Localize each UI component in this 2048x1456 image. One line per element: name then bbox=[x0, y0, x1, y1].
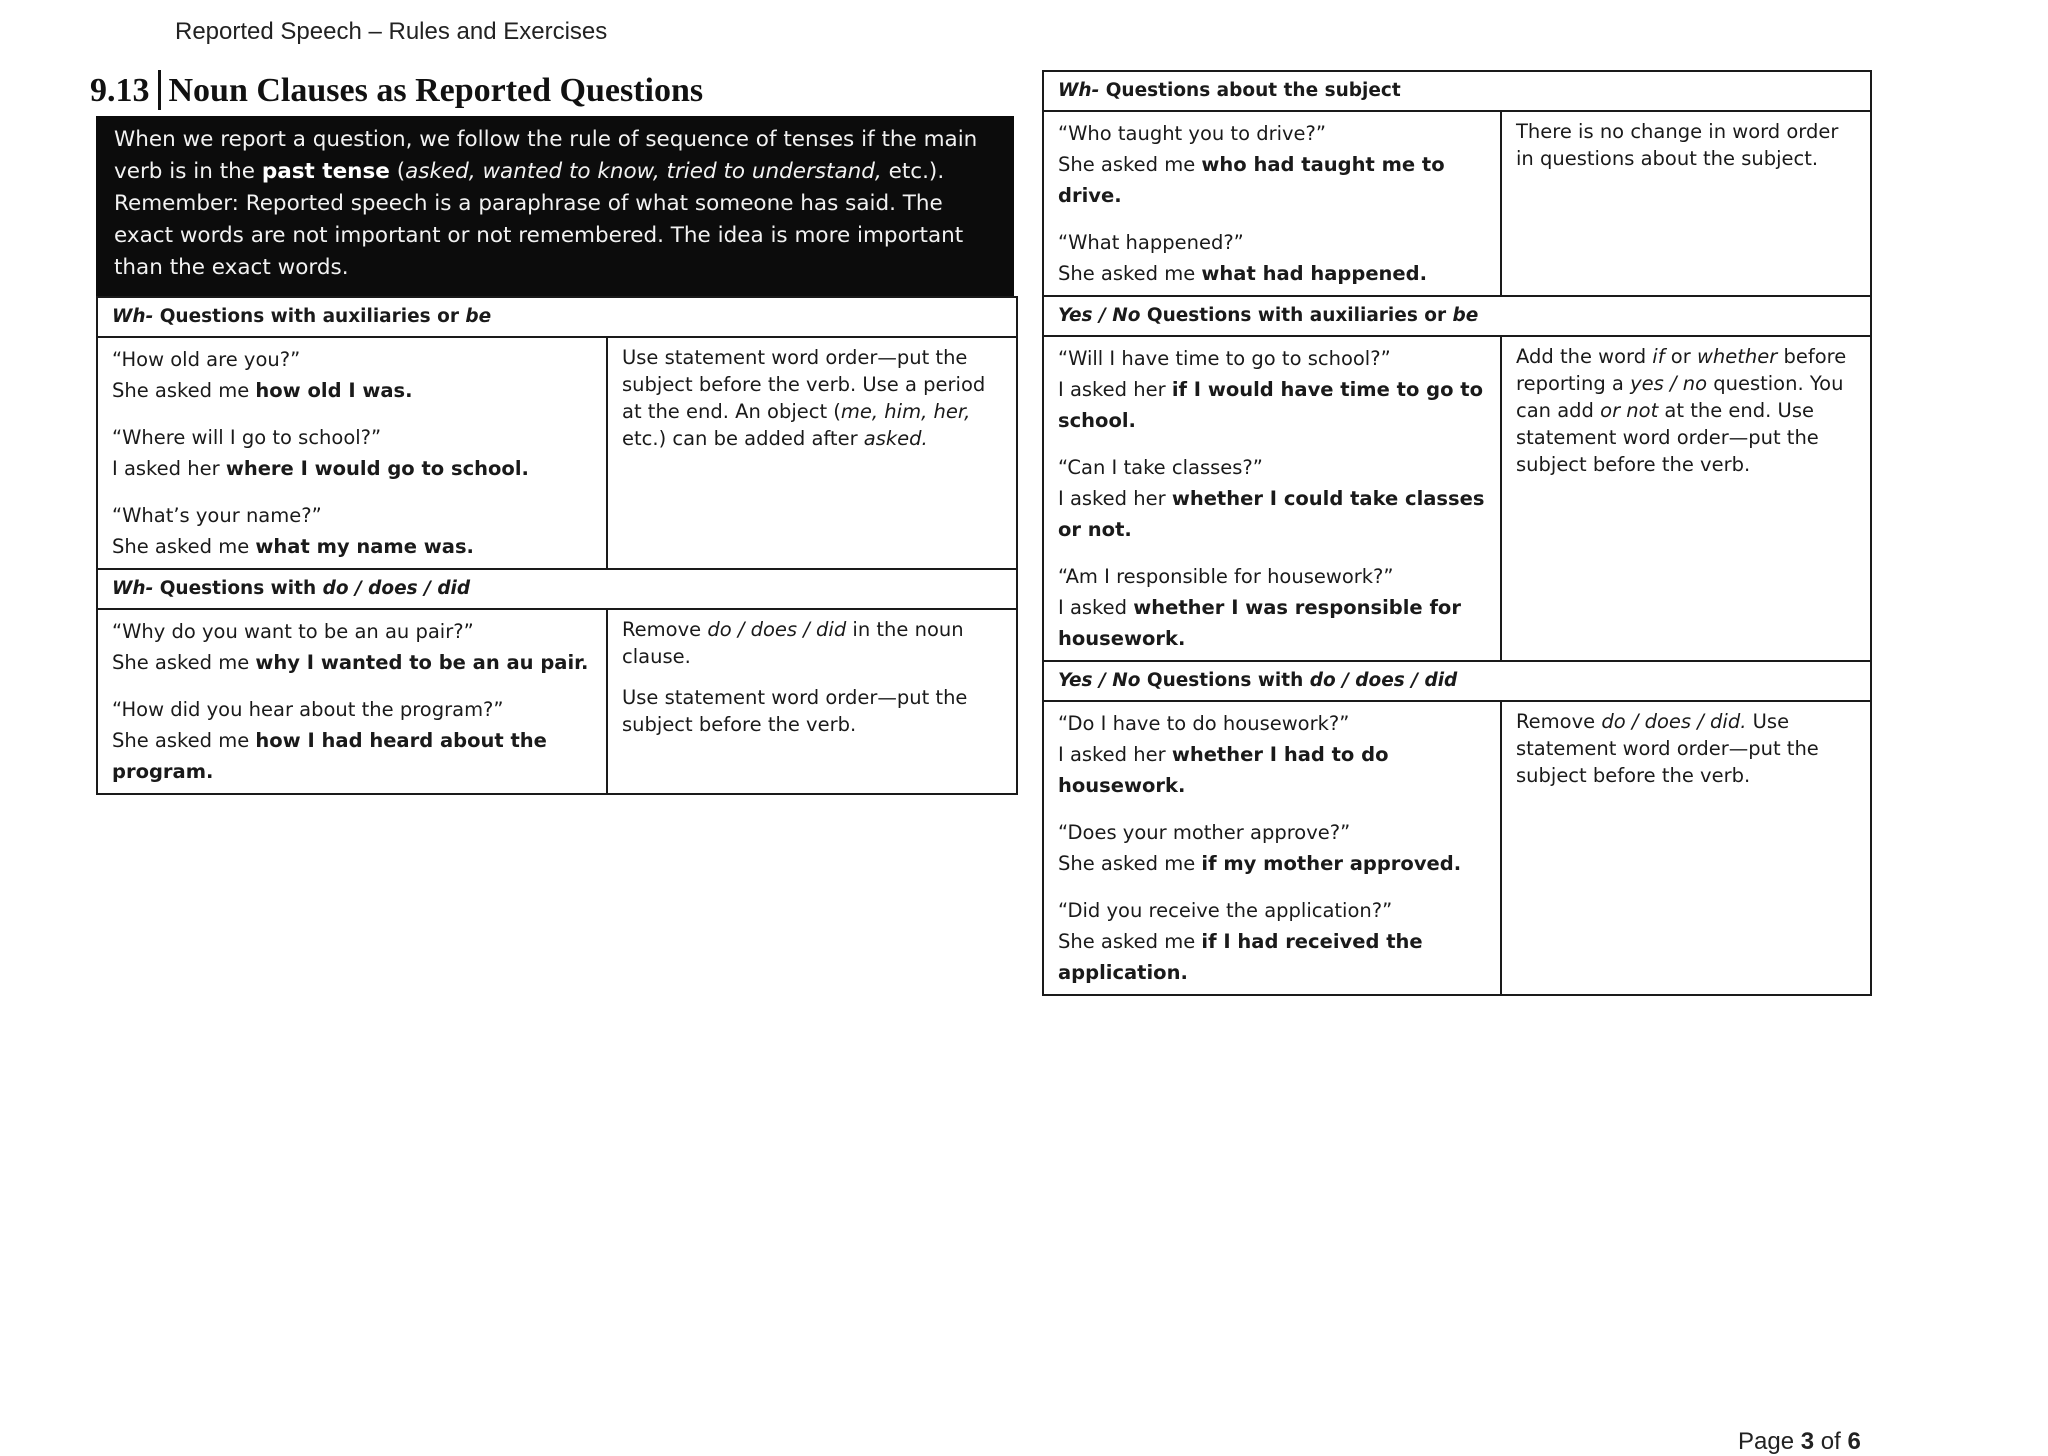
reported-clause: how old I was. bbox=[255, 379, 413, 402]
note-italic: asked. bbox=[863, 427, 928, 450]
example-question: “Am I responsible for housework?” bbox=[1058, 565, 1394, 588]
rule-note bbox=[1516, 708, 1858, 789]
examples-cell bbox=[1043, 336, 1501, 661]
example-question: “What happened?” bbox=[1058, 231, 1244, 254]
head-suffix: do / does / did bbox=[1309, 670, 1458, 691]
example-pair bbox=[1058, 561, 1488, 654]
note-italic: whether bbox=[1696, 345, 1778, 368]
page-label: Page bbox=[1738, 1428, 1801, 1455]
page-total: 6 bbox=[1847, 1428, 1861, 1455]
example-pair bbox=[1058, 895, 1488, 988]
reported-prefix: She asked me bbox=[1058, 262, 1202, 285]
examples-cell bbox=[1043, 111, 1501, 296]
note-text: at the end. Use statement word order—put the subject before the verb. bbox=[1516, 399, 1819, 476]
section-head-yn-aux bbox=[1043, 296, 1871, 336]
head-prefix: Wh- bbox=[1058, 80, 1100, 101]
example-reported bbox=[1058, 374, 1488, 436]
example-pair bbox=[1058, 343, 1488, 436]
page-of-label: of bbox=[1814, 1428, 1848, 1455]
example-reported bbox=[1058, 848, 1488, 879]
example-question: “Who taught you to drive?” bbox=[1058, 122, 1327, 145]
reported-clause: why I wanted to be an au pair. bbox=[255, 651, 589, 674]
example-pair bbox=[1058, 817, 1488, 879]
note-italic: do / does / did. bbox=[1601, 710, 1747, 733]
example-reported bbox=[112, 453, 594, 484]
page-header: Reported Speech – Rules and Exercises bbox=[175, 18, 608, 45]
note-cell bbox=[1501, 111, 1871, 296]
example-pair bbox=[1058, 452, 1488, 545]
head-mid: Questions about the subject bbox=[1099, 80, 1401, 101]
note-cell bbox=[1501, 701, 1871, 995]
rule-note: There is no change in word order in questions about the subject. bbox=[1516, 120, 1839, 170]
note-text: Remove bbox=[622, 618, 708, 641]
rule-note bbox=[622, 344, 1004, 452]
reported-prefix: She asked me bbox=[112, 535, 256, 558]
reported-prefix: I asked her bbox=[1058, 743, 1172, 766]
example-question: “Did you receive the application?” bbox=[1058, 899, 1393, 922]
rule-note: Use statement word order—put the subject before the verb. bbox=[622, 686, 968, 736]
note-text: Remove bbox=[1516, 710, 1602, 733]
head-prefix: Yes / No bbox=[1058, 305, 1141, 326]
note-text: Add the word bbox=[1516, 345, 1653, 368]
rule-note bbox=[622, 616, 1004, 670]
reported-prefix: She asked me bbox=[112, 379, 256, 402]
example-reported bbox=[112, 531, 594, 562]
example-reported bbox=[1058, 739, 1488, 801]
example-reported bbox=[1058, 592, 1488, 654]
example-pair bbox=[112, 344, 594, 406]
examples-cell bbox=[97, 609, 607, 794]
example-reported bbox=[1058, 258, 1488, 289]
section-head-wh-aux bbox=[97, 297, 1017, 337]
reported-clause: who had taught me to drive. bbox=[1058, 153, 1445, 207]
example-reported bbox=[112, 725, 594, 787]
page-current: 3 bbox=[1800, 1428, 1815, 1455]
head-mid: Questions with bbox=[1140, 670, 1310, 691]
note-text: Use statement word order—put the subject before the verb. bbox=[1516, 710, 1819, 787]
example-question: “Can I take classes?” bbox=[1058, 456, 1263, 479]
section-title-row bbox=[90, 66, 1020, 110]
rule-note bbox=[1516, 343, 1858, 478]
example-question: “Does your mother approve?” bbox=[1058, 821, 1351, 844]
reported-prefix: She asked me bbox=[1058, 852, 1202, 875]
example-question: “How old are you?” bbox=[112, 348, 301, 371]
note-text: etc.) can be added after bbox=[622, 427, 864, 450]
reported-clause: whether I was responsible for housework. bbox=[1058, 596, 1461, 650]
example-question: “What’s your name?” bbox=[112, 504, 322, 527]
example-question: “Where will I go to school?” bbox=[112, 426, 382, 449]
example-question: “How did you hear about the program?” bbox=[112, 698, 504, 721]
head-mid: Questions with auxiliaries or bbox=[1140, 305, 1453, 326]
reported-prefix: She asked me bbox=[1058, 153, 1202, 176]
reported-clause: what had happened. bbox=[1201, 262, 1428, 285]
right-grammar-table bbox=[1042, 70, 1872, 996]
note-cell bbox=[1501, 336, 1871, 661]
head-mid: Questions with auxiliaries or bbox=[153, 306, 466, 327]
note-text: or bbox=[1664, 345, 1697, 368]
reported-clause: whether I could take classes or not. bbox=[1058, 487, 1485, 541]
reported-prefix: I asked bbox=[1058, 596, 1134, 619]
note-cell bbox=[607, 609, 1017, 794]
reported-prefix: I asked her bbox=[112, 457, 226, 480]
examples-cell bbox=[97, 337, 607, 569]
example-reported bbox=[112, 647, 594, 678]
reported-prefix: I asked her bbox=[1058, 378, 1172, 401]
reported-clause: what my name was. bbox=[255, 535, 474, 558]
section-title: Noun Clauses as Reported Questions bbox=[168, 72, 704, 109]
intro-bold: past tense bbox=[261, 159, 390, 184]
note-italic: do / does / did bbox=[707, 618, 847, 641]
title-divider bbox=[158, 70, 161, 110]
section-head-wh-subject bbox=[1043, 71, 1871, 111]
note-text: before reporting a bbox=[1516, 345, 1847, 395]
reported-prefix: I asked her bbox=[1058, 487, 1172, 510]
section-number: 9.13 bbox=[90, 72, 150, 109]
note-italic: yes / no bbox=[1630, 372, 1708, 395]
left-panel bbox=[90, 66, 1020, 795]
note-cell bbox=[607, 337, 1017, 569]
example-pair bbox=[112, 500, 594, 562]
section-head-wh-do bbox=[97, 569, 1017, 609]
example-pair bbox=[1058, 708, 1488, 801]
intro-text-3: etc.). Remember: Reported speech is a paraphrase of what someone has said. The exact words are not important or not remembered. The idea is more important than the exact words. bbox=[114, 159, 964, 280]
left-grammar-table bbox=[96, 296, 1018, 795]
intro-text-2: ( bbox=[389, 159, 406, 184]
head-suffix: be bbox=[465, 306, 492, 327]
reported-clause: if I had received the application. bbox=[1058, 930, 1423, 984]
example-pair bbox=[112, 422, 594, 484]
example-pair bbox=[112, 616, 594, 678]
note-italic: if bbox=[1652, 345, 1665, 368]
examples-cell bbox=[1043, 701, 1501, 995]
example-reported bbox=[112, 375, 594, 406]
example-question: “Why do you want to be an au pair?” bbox=[112, 620, 474, 643]
reported-prefix: She asked me bbox=[1058, 930, 1202, 953]
intro-text-1: When we report a question, we follow the rule of sequence of tenses if the main verb is in the bbox=[114, 127, 978, 184]
example-pair bbox=[1058, 118, 1488, 211]
page-number bbox=[1738, 1428, 1861, 1456]
section-head-yn-do bbox=[1043, 661, 1871, 701]
head-mid: Questions with bbox=[153, 578, 323, 599]
reported-clause: whether I had to do housework. bbox=[1058, 743, 1389, 797]
intro-box bbox=[96, 116, 1014, 296]
head-prefix: Yes / No bbox=[1058, 670, 1141, 691]
note-text: question. You can add bbox=[1516, 372, 1844, 422]
right-panel bbox=[1042, 70, 1872, 996]
note-italic: me, him, her, bbox=[840, 400, 971, 423]
head-suffix: do / does / did bbox=[322, 578, 471, 599]
note-italic: or not bbox=[1600, 399, 1659, 422]
reported-prefix: She asked me bbox=[112, 651, 256, 674]
reported-clause: how I had heard about the program. bbox=[112, 729, 547, 783]
example-question: “Do I have to do housework?” bbox=[1058, 712, 1350, 735]
head-prefix: Wh- bbox=[112, 578, 154, 599]
note-text: Use statement word order—put the subject before the verb. Use a period at the end. An object ( bbox=[622, 346, 986, 423]
reported-prefix: She asked me bbox=[112, 729, 256, 752]
intro-italic: asked, wanted to know, tried to understand, bbox=[405, 159, 882, 184]
example-reported bbox=[1058, 149, 1488, 211]
reported-clause: if my mother approved. bbox=[1201, 852, 1462, 875]
example-reported bbox=[1058, 483, 1488, 545]
example-reported bbox=[1058, 926, 1488, 988]
note-text: in the noun clause. bbox=[622, 618, 964, 668]
reported-clause: where I would go to school. bbox=[225, 457, 529, 480]
head-prefix: Wh- bbox=[112, 306, 154, 327]
example-question: “Will I have time to go to school?” bbox=[1058, 347, 1391, 370]
example-pair bbox=[1058, 227, 1488, 289]
reported-clause: if I would have time to go to school. bbox=[1058, 378, 1484, 432]
head-suffix: be bbox=[1452, 305, 1479, 326]
example-pair bbox=[112, 694, 594, 787]
